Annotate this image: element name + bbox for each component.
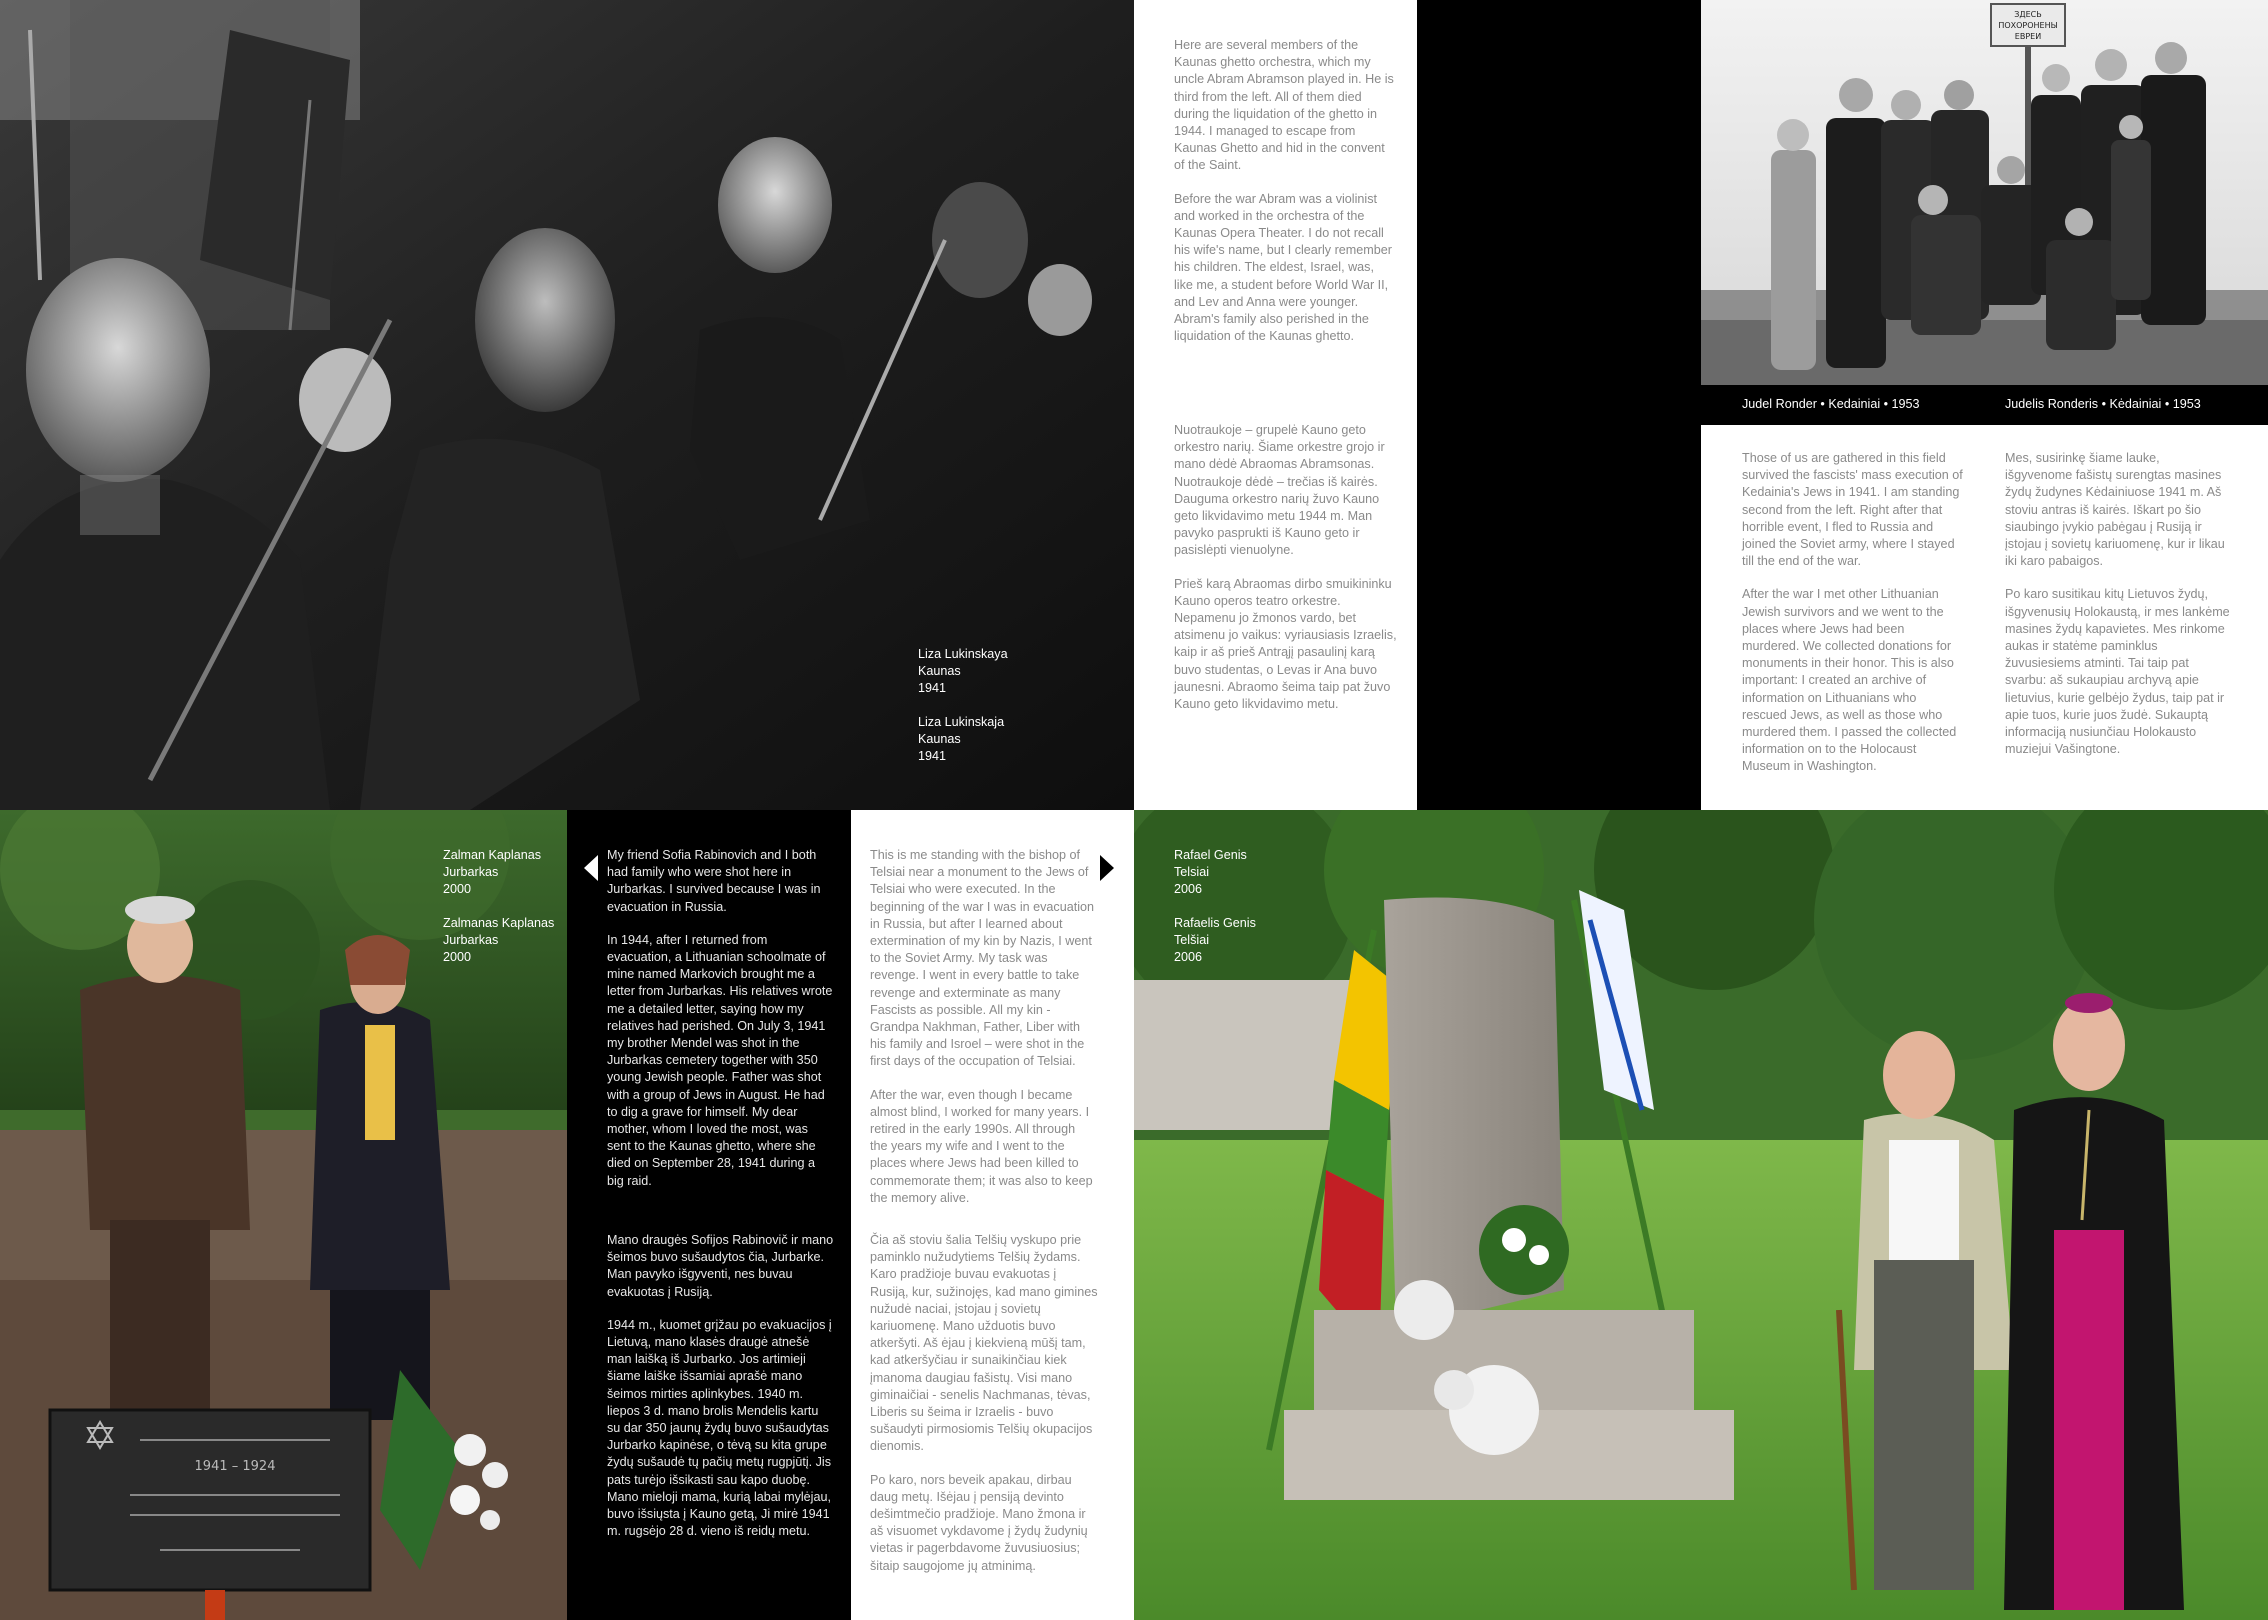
- orchestra-story-lt: [1174, 422, 1399, 729]
- photo-kedainiai-group: [1701, 0, 2268, 385]
- paragraph: After the war, even though I became almost blind, I worked for many years. I retired in the early 1990s. All through the years my wife and I went to the places where Jews had been killed to commemorate them; it was also to keep the memory alive.: [870, 1087, 1093, 1205]
- caption-name: Zalmanas Kaplanas: [443, 915, 555, 930]
- paragraph: Po karo, nors beveik apakau, dirbau daug metų. Išėjau į pensiją devinto dešimtmečio pradžioje. Mano žmona ir aš visuomet vykdavome į žydų žudynių vietas ir pagerbdavome žuvusiuosius; šitaip saugojome jų atminimą.: [870, 1472, 1088, 1573]
- paragraph: Prieš karą Abraomas dirbo smuikininku Kauno operos teatro orkestre. Nepamenu jo žmonos vardo, bet atsimenu jo vaikus: vyriausiasis Izraelis, kaip ir aš prieš Antrąjį pasaulinį karą buvo studentas, o Levas ir Ana buvo jaunesni. Abraomo šeima taip pat žuvo Kauno geto likvidavimo metu.: [1174, 576, 1397, 712]
- paragraph: Those of us are gathered in this field survived the fascists' mass execution of Kedainia's Jews in 1941. I am standing second from the left. Right after that horrible event, I fled to Russia and joined the Soviet army, where I stayed till the end of the war.: [1742, 451, 1963, 569]
- caption-name: Liza Lukinskaja: [918, 714, 1005, 729]
- caption-lt: [1174, 915, 1256, 967]
- stone-dates: 1941 – 1924: [194, 1459, 276, 1474]
- caption-place: Telsiai: [1174, 865, 1209, 880]
- paragraph: Nuotraukoje – grupelė Kauno geto orkestro narių. Šiame orkestre grojo ir mano dėdė Abraomas Abramsonas. Nuotraukoje dėdė – trečias iš kairės. Dauguma orkestro narių žuvo Kauno geto likvidavimo metu 1944 m. Man pavyko pasprukti iš Kauno geto ir pasislėpti vienuolyne.: [1174, 423, 1385, 558]
- paragraph: Here are several members of the Kaunas ghetto orchestra, which my uncle Abram Abramson played in. He is third from the left. All of them died during the liquidation of the ghetto in 1944. I managed to escape from Kaunas Ghetto and hid in the convent of the Saint.: [1174, 38, 1394, 173]
- caption-name: Rafaelis Genis: [1174, 915, 1256, 930]
- telsiai-photo-caption: [1174, 847, 1256, 982]
- paragraph: In 1944, after I returned from evacuation, a Lithuanian schoolmate of mine named Markovich brought me a letter from Jurbarkas. His relatives wrote me a detailed letter, saying how my relatives had perished. On July 3, 1941 my brother Mendel was shot in the Jurbarkas cemetery together with 350 young Jewish people. Father was shot with a group of Jews in August. He had to dig a grave for himself. My dear mother, whom I loved the most, was sent to the Kaunas ghetto, where she died on September 28, 1941 during a big raid.: [607, 932, 833, 1188]
- orchestra-story-en: [1174, 37, 1394, 361]
- paragraph: 1944 m., kuomet grįžau po evakuacijos į Lietuvą, mano klasės draugė atnešė man laišką iš Jurbarko. Jos artimieji šiame laiške išsamiai aprašė mano šeimos mirties aplinkybes. 1940 m. liepos 3 d. mano brolis Mendelis kartu su dar 350 jaunų žydų buvo sušaudytas Jurbarko kapinėse, o tėvą su kita grupe žydų sušaudė tų pačių metų rugpjūtį. Jis pats turėjo išsikasti sau kapo duobę. Mano mieloji mama, kurią labai mylėjau, buvo išsiųsta į Kauno getą, Ji mirė 1941 m. rugsėjo 28 d. vieno iš reidų metu.: [607, 1317, 832, 1539]
- caption-en: [443, 847, 554, 899]
- jurbarkas-story-lt: [607, 1232, 835, 1556]
- caption-place: Kaunas: [918, 731, 961, 746]
- kedainiai-caption-bar: [1701, 385, 2268, 425]
- sign-line: ЗДЕСЬ: [2014, 10, 2042, 19]
- caption-lt: [443, 915, 554, 967]
- caption-year: 2006: [1174, 950, 1203, 965]
- caption-name: Liza Lukinskaya: [918, 647, 1008, 661]
- caption-year: 1941: [918, 681, 947, 696]
- caption-lt: [918, 714, 1008, 766]
- right-arrow-icon: [1100, 855, 1114, 881]
- caption-name: Zalman Kaplanas: [443, 848, 542, 862]
- black-divider-strip: [1417, 0, 1701, 810]
- paragraph: Before the war Abram was a violinist and worked in the orchestra of the Kaunas Opera Theater. I do not recall his wife's name, but I clearly remember his children. The eldest, Israel, was, like me, a student before World War II, and Lev and Anna were younger. Abram's family also perished in the liquidation of the Kaunas ghetto.: [1174, 191, 1392, 344]
- kedainiai-story-en: [1742, 450, 1964, 792]
- caption-place: Kaunas: [918, 664, 961, 679]
- photo-telsiai-monument: [1134, 810, 2268, 1620]
- caption-place: Jurbarkas: [443, 932, 499, 947]
- caption-en: [918, 646, 1008, 698]
- caption-place: Jurbarkas: [443, 865, 499, 880]
- caption-year: 2000: [443, 950, 472, 965]
- orchestra-photo-caption: [918, 646, 1008, 781]
- left-arrow-icon: [584, 855, 598, 881]
- paragraph: Čia aš stoviu šalia Telšių vyskupo prie paminklo nužudytiems Telšių žydams. Karo pradžioje buvau evakuotas į Rusiją, kur, sužinojęs, kad mano gimines nužudė naciai, įstojau į sovietų kariuomenę. Mano užduotis buvo atkeršyti. Aš ėjau į kiekvieną mūšį tam, kad atkeršyčiau ir sunaikinčiau kiek įmanoma daugiau fašistų. Visi mano giminaičiai - senelis Nachmanas, tėvas, Liberis su šeima ir Izraelis - buvo sušaudyti pirmosiomis Telšių okupacijos dienomis.: [870, 1233, 1098, 1454]
- jurbarkas-photo-caption: [443, 847, 554, 982]
- paragraph: Po karo susitikau kitų Lietuvos žydų, išgyvenusių Holokaustą, ir mes lankėme masines žydų kapavietes. Mes rinkome aukas ir statėme paminklus žuvusiesiems atminti. Tai taip pat svarbu: aš sukaupiau archyvą apie lietuvius, kurie gelbėjo žydus, taip pat ir apie tuos, kurie juos žudė. Sukauptą informaciją nusiunčiau Holokausto muziejui Vašingtone.: [2005, 587, 2230, 757]
- caption-en: Judel Ronder • Kedainiai • 1953: [1742, 397, 1920, 411]
- telsiai-story-lt: [870, 1232, 1098, 1591]
- paragraph: This is me standing with the bishop of Telsiai near a monument to the Jews of Telsiai who were executed. In the beginning of the war I was in evacuation in Russia, but after I learned about extermination of my kin by Nazis, I went to the Soviet Army. My task was revenge. I went in every battle to take revenge and exterminate as many Fascists as possible. All my kin - Grandpa Nakhman, Father, Liber with his family and Isroel – were shot in the first days of the occupation of Telsiai.: [870, 848, 1095, 1069]
- paragraph: After the war I met other Lithuanian Jewish survivors and we went to the places where Jews had been murdered. We collected donations for monuments in their honor. This is also important: I created an archive of information on Lithuanians who rescued Jews, as well as those who murdered them. I passed the collected information on to the Holocaust Museum in Washington.: [1742, 587, 1957, 774]
- paragraph: Mano draugės Sofijos Rabinovič ir mano šeimos buvo sušaudytos čia, Jurbarke. Man pavyko išgyventi, nes buvau evakuotas į Rusiją.: [607, 1233, 834, 1299]
- sign-line: ЕВРЕИ: [2014, 32, 2042, 41]
- kedainiai-story-lt: [2005, 450, 2230, 774]
- caption-place: Telšiai: [1174, 932, 1209, 947]
- paragraph: Mes, susirinkę šiame lauke, išgyvenome fašistų surengtas masines žydų žudynes Kėdainiuose 1941 m. Aš stoviu antras iš kairės. Iškart po šio siaubingo įvykio pabėgau į Rusiją ir įstojau į sovietų kariuomenę, kur ir likau iki karo pabaigos.: [2005, 451, 2225, 569]
- caption-year: 1941: [918, 749, 947, 764]
- caption-name: Rafael Genis: [1174, 848, 1247, 862]
- caption-year: 2000: [443, 882, 472, 897]
- telsiai-story-en: [870, 847, 1096, 1223]
- caption-year: 2006: [1174, 882, 1203, 897]
- caption-lt: Judelis Ronderis • Kėdainiai • 1953: [2005, 397, 2201, 411]
- caption-en: [1174, 847, 1256, 899]
- paragraph: My friend Sofia Rabinovich and I both had family who were shot here in Jurbarkas. I survived because I was in evacuation in Russia.: [607, 848, 821, 914]
- sign-line: ПОХОРОНЕНЫ: [1998, 21, 2058, 30]
- jurbarkas-story-en: [607, 847, 833, 1206]
